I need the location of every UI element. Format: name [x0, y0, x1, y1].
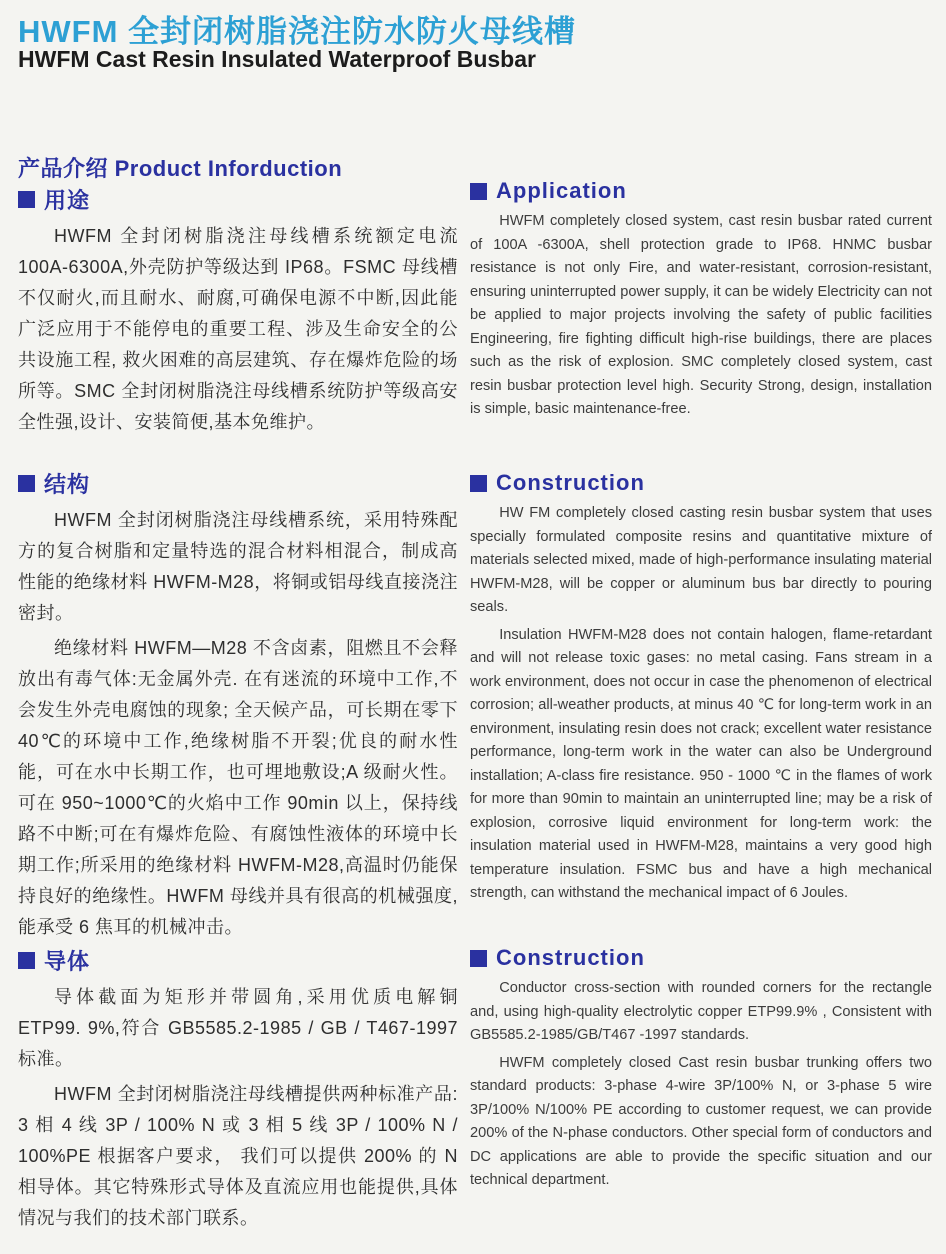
- section-title: Construction: [496, 945, 645, 970]
- section-structure: [18, 468, 458, 945]
- section-conductor-heading: [18, 945, 458, 976]
- structure-paragraph-2: 绝缘材料 HWFM—M28 不含卤素，阻燃且不会释放出有毒气体:无金属外壳. 在有迷流的环境中工作,不会发生外壳电腐蚀的现象; 全天候产品，可长期在零下 40℃的环境中工作,绝缘树脂不开裂;优良的耐水性能，可在水中长期工作，也可埋地敷设;A 级耐火性。可在 950~1000℃的火焰中工作 90min 以上，保持线路不中断;可在有爆炸危险、有腐蚀性液体的环境中长期工作;所采用的绝缘材料 HWFM-M28,高温时仍能保持良好的绝缘性。HWFM 母线并具有很高的机械强度,能承受 6 焦耳的机械冲击。: [18, 638, 458, 937]
- section-construction-conductor-heading: [470, 945, 932, 971]
- square-bullet-icon: [470, 183, 487, 200]
- square-bullet-icon: [18, 475, 35, 492]
- section-title: Construction: [496, 470, 645, 495]
- square-bullet-icon: [470, 475, 487, 492]
- structure-paragraph-1: HWFM 全封闭树脂浇注母线槽系统，采用特殊配方的复合树脂和定量特选的混合材料相混合，制成高性能的绝缘材料 HWFM-M28，将铜或铝母线直接浇注密封。: [18, 510, 458, 623]
- page-title-english: HWFM Cast Resin Insulated Waterproof Busbar: [18, 46, 536, 72]
- conductor-paragraph-2: HWFM 全封闭树脂浇注母线槽提供两种标准产品: 3 相 4 线 3P / 100% N 或 3 相 5 线 3P / 100% N / 100%PE 根据客户要求， 我们可以提供 200% 的 N 相导体。其它特殊形式导体及直流应用也能提供,具体情况与我们的技术部门联系。: [18, 1084, 458, 1228]
- section-title: 结构: [44, 472, 91, 497]
- section-title: Application: [496, 178, 627, 203]
- section-usage-heading: [18, 184, 458, 215]
- section-title: 导体: [44, 949, 91, 974]
- section-construction: [470, 470, 932, 945]
- section-application-heading: [470, 178, 932, 204]
- construction-conductor-paragraph-1: Conductor cross-section with rounded corners for the rectangle and, using high-quality electrolytic copper ETP99.9% , Consistent with GB5585.2-1985/GB/T467 -1997 standards.: [470, 980, 932, 1043]
- construction-paragraph-2: Insulation HWFM-M28 does not contain halogen, flame-retardant and will not release toxic gases: no metal casing. Fans stream in a work environment, does not occur in case the phenomenon of electrical corrosion; all-weather products, at minus 40 ℃ for long-term work in an environment, insulating resin does not crack; excellent water resistance performance, long-term work in the water can also be Underground installation; A-class fire resistance. 950 - 1000 ℃ in the flames of work for more than 90min to maintain an uninterrupted line; may be a risk of explosion, corrosive liquid environment for long-term work: the insulation material used in HWFM-M28, maintains a very good high temperature insulation. FSMC bus and have a high mechanical strength, can withstand the mechanical impact of 6 Joules.: [470, 626, 932, 901]
- usage-paragraph: HWFM 全封闭树脂浇注母线槽系统额定电流 100A-6300A,外壳防护等级达到 IP68。FSMC 母线槽不仅耐火,而且耐水、耐腐,可确保电源不中断,因此能广泛应用于不能停电的重要工程、涉及生命安全的公共设施工程, 救火困难的高层建筑、存在爆炸危险的场所等。SMC 全封闭树脂浇注母线槽系统防护等级高安全性强,设计、安装简便,基本免维护。: [18, 226, 458, 432]
- product-introduction-heading: 产品介绍 Product Inforduction: [18, 156, 343, 181]
- square-bullet-icon: [18, 952, 35, 969]
- section-construction-heading: [470, 470, 932, 496]
- section-construction-conductor: [470, 945, 932, 1193]
- conductor-paragraph-1: 导体截面为矩形并带圆角,采用优质电解铜 ETP99. 9%,符合 GB5585.2-1985 / GB / T467-1997 标准。: [18, 987, 458, 1069]
- square-bullet-icon: [18, 191, 35, 208]
- right-column: [470, 178, 932, 1193]
- square-bullet-icon: [470, 950, 487, 967]
- left-column: [18, 184, 458, 1234]
- section-usage: [18, 184, 458, 468]
- page-title-chinese: HWFM 全封闭树脂浇注防水防火母线槽: [18, 14, 577, 49]
- section-application: [470, 178, 932, 470]
- construction-paragraph-1: HW FM completely closed casting resin busbar system that uses specially formulated composite resins and quantitative mixture of materials selected mixed, made of high-performance insulating material HWFM-M28, will be copper or aluminum bus bar directly to pouring seals.: [470, 505, 932, 615]
- application-paragraph: HWFM completely closed system, cast resin busbar rated current of 100A -6300A, shell protection grade to IP68. HNMC busbar resistance is not only Fire, and water-resistant, corrosion-resistant, ensuring uninterrupted power supply, it can be widely Electricity can not be applied to major projects involving the safety of public facilities Engineering, fire fighting difficult high-rise buildings, there are places such as the risk of explosion. SMC completely closed system, cast resin busbar protection level high. Security Strong, design, installation is simple, basic maintenance-free.: [470, 213, 932, 417]
- section-title: 用途: [44, 188, 91, 213]
- construction-conductor-paragraph-2: HWFM completely closed Cast resin busbar trunking offers two standard products: 3-phase 4-wire 3P/100% N, or 3-phase 5 wire 3P/100% N/100% PE according to customer request, we can provide 200% of the N-phase conductors. Other special form of conductors and DC applications are able to provide the specific situation and our technical department.: [470, 1054, 932, 1188]
- section-structure-heading: [18, 468, 458, 499]
- section-conductor: [18, 945, 458, 1234]
